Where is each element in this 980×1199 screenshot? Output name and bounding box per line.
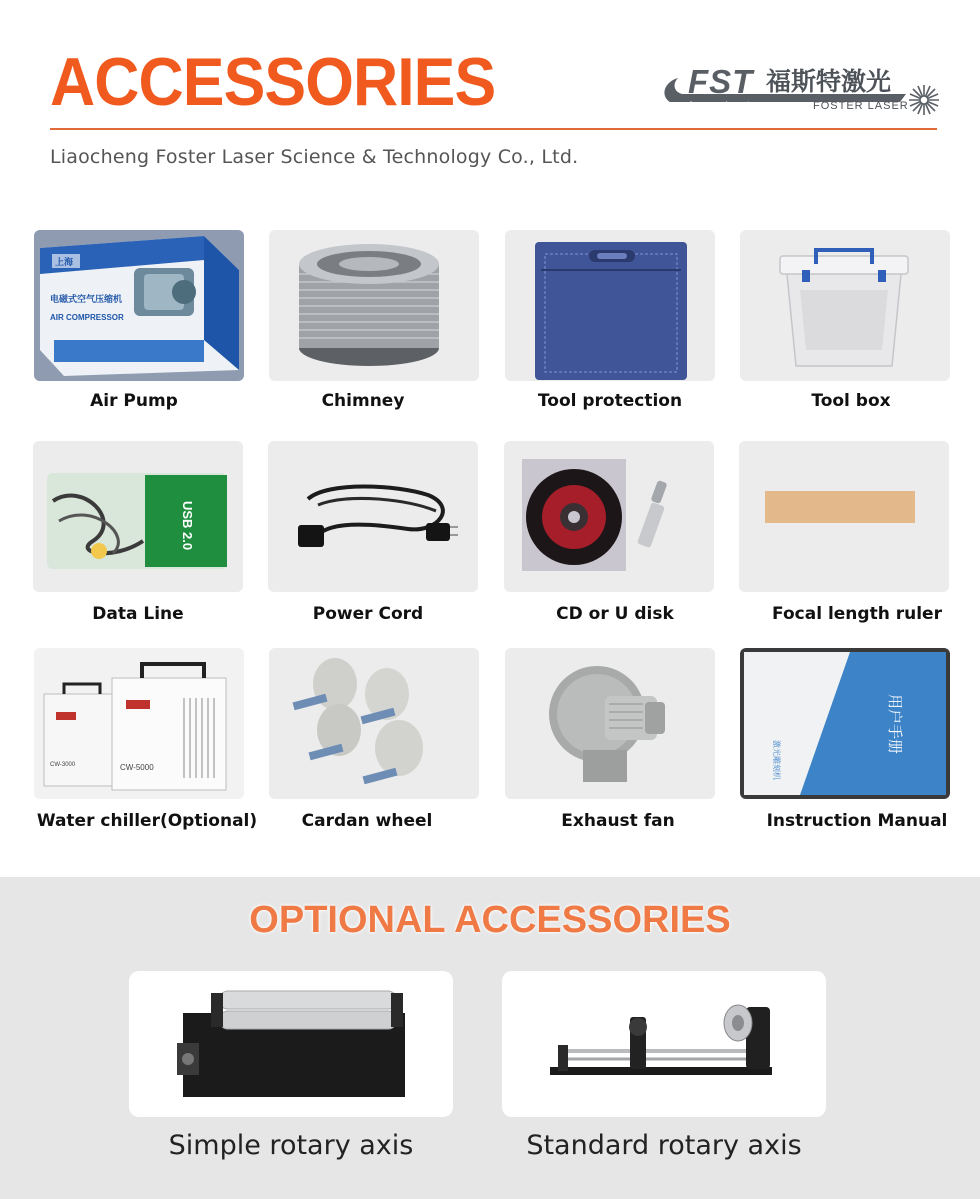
tool-bag-image (505, 230, 715, 381)
chimney-image (269, 230, 479, 381)
manual-image (740, 648, 950, 799)
exhaust-fan-image (505, 648, 715, 799)
accessory-card-cd-usb (504, 441, 714, 592)
accessory-label: Power Cord (312, 604, 424, 624)
optional-title: OPTIONAL ACCESSORIES (249, 899, 731, 941)
accessory-card-water-chiller (34, 648, 244, 799)
accessory-label: Chimney (321, 391, 405, 411)
data-line-image (33, 441, 243, 592)
ruler-image (739, 441, 949, 592)
accessory-card-data-line (33, 441, 243, 592)
accessory-card-air-pump (34, 230, 244, 381)
accessory-label: CD or U disk (556, 604, 674, 624)
cd-usb-image (504, 441, 714, 592)
power-cord-image (268, 441, 478, 592)
accessory-label: Data Line (92, 604, 184, 624)
logo-chinese-name: 福斯特激光 (766, 67, 892, 96)
accessory-card-tool-protection (505, 230, 715, 381)
optional-card-simple-rotary (129, 971, 453, 1117)
simple-rotary-image (129, 971, 453, 1117)
header-divider (50, 128, 937, 130)
chiller-small-model: CW-3000 (50, 762, 76, 768)
accessory-label: Focal length ruler (772, 604, 942, 624)
optional-label: Standard rotary axis (526, 1130, 802, 1161)
manual-cover-subtitle: 激光雕刻机 (772, 740, 781, 780)
starburst-icon (908, 84, 940, 116)
tool-box-image (740, 230, 950, 381)
accessory-label: Water chiller(Optional) (36, 811, 258, 831)
logo-english-name: FOSTER LASER (813, 100, 909, 112)
accessory-card-tool-box (740, 230, 950, 381)
accessory-card-power-cord (268, 441, 478, 592)
optional-card-standard-rotary (502, 971, 826, 1117)
logo-tagline: Laser equipment (690, 100, 750, 109)
accessory-label: Tool box (811, 391, 891, 411)
data-line-bag-text: USB 2.0 (180, 501, 195, 551)
accessory-label: Air Pump (90, 391, 178, 411)
accessory-label: Exhaust fan (561, 811, 675, 831)
accessory-label: Instruction Manual (766, 811, 948, 831)
accessory-card-cardan-wheel (269, 648, 479, 799)
chiller-large-model: CW-5000 (120, 763, 154, 772)
company-name: Liaocheng Foster Laser Science & Technology Co., Ltd. (50, 146, 579, 168)
accessory-card-exhaust-fan (505, 648, 715, 799)
water-chiller-image (34, 648, 244, 799)
accessory-label: Tool protection (537, 391, 683, 411)
accessory-card-ruler (739, 441, 949, 592)
accessory-card-chimney (269, 230, 479, 381)
accessory-label: Cardan wheel (301, 811, 433, 831)
manual-cover-title: 用户手册 (886, 694, 903, 755)
cardan-wheel-image (269, 648, 479, 799)
air-pump-box-english: AIR COMPRESSOR (50, 313, 124, 322)
accessory-card-manual (740, 648, 950, 799)
logo-mark: FST (688, 63, 754, 100)
air-pump-box-brand: 上海 (55, 257, 74, 267)
air-pump-box-chinese: 电磁式空气压缩机 (50, 294, 123, 304)
air-pump-image (34, 230, 244, 381)
page-title: ACCESSORIES (50, 44, 496, 120)
standard-rotary-image (502, 971, 826, 1117)
brand-logo (660, 62, 945, 120)
optional-label: Simple rotary axis (168, 1130, 414, 1161)
